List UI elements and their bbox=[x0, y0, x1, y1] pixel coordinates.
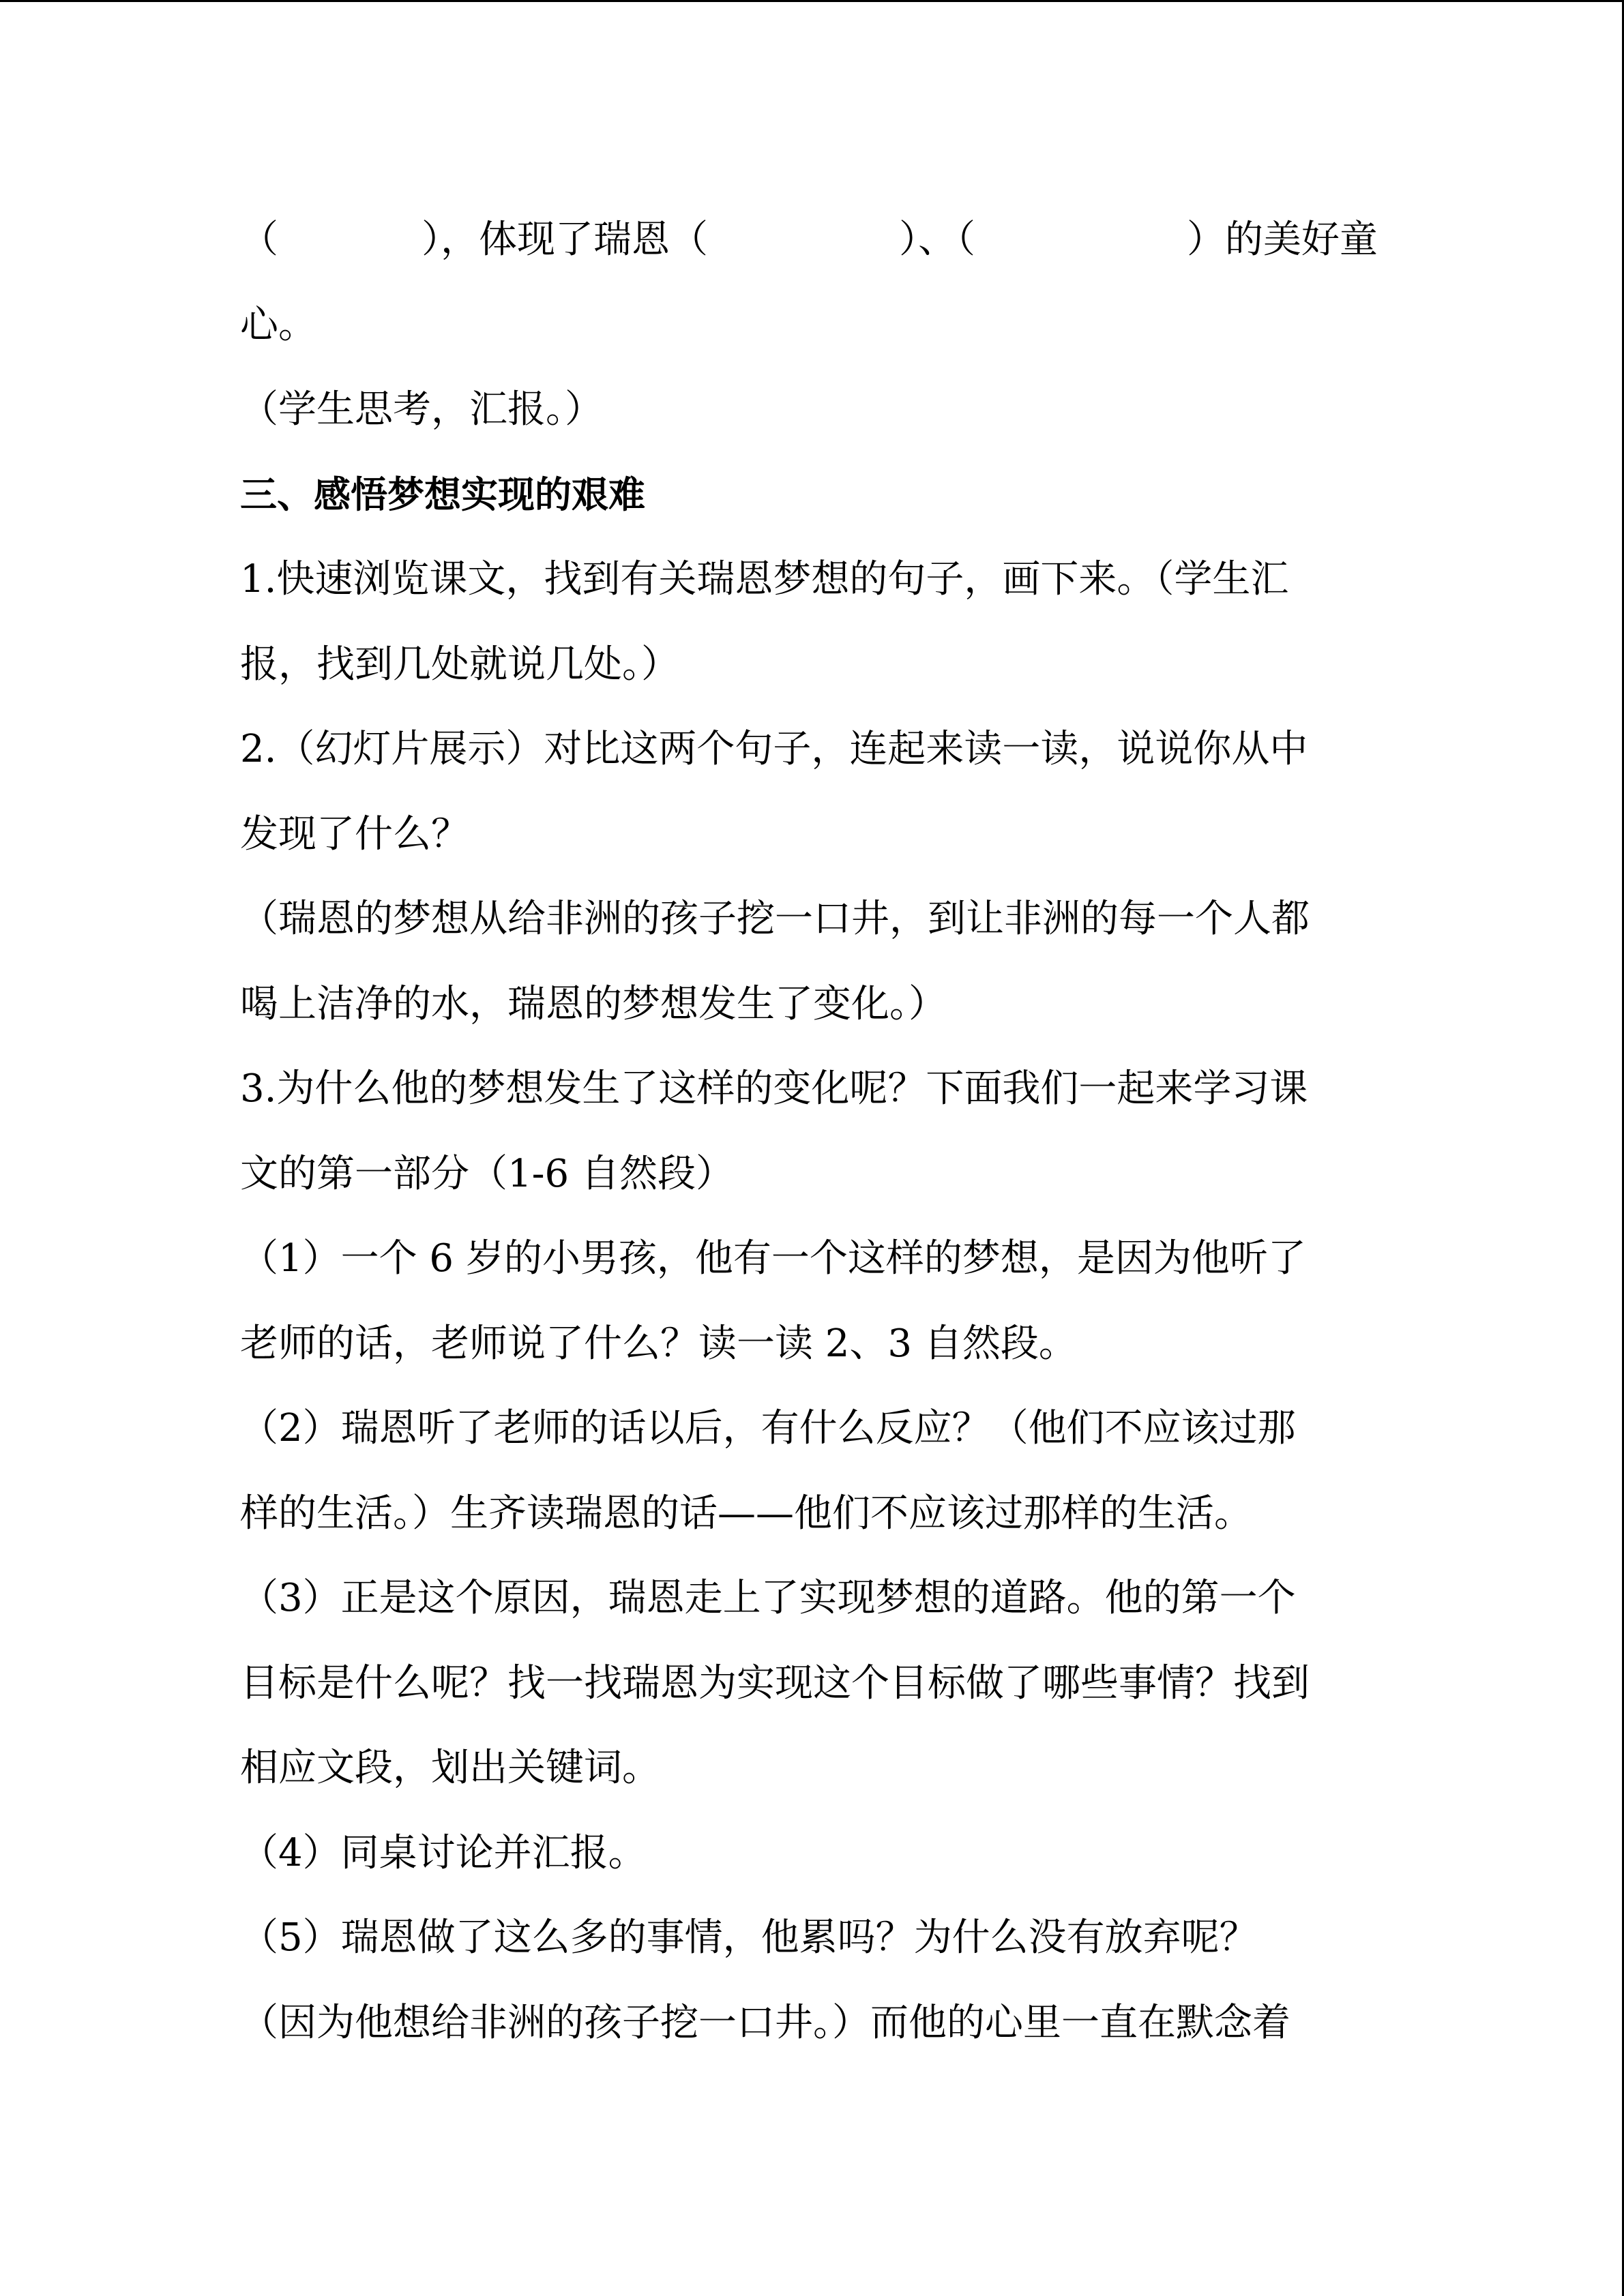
text-line: 文的第一部分（1-6 自然段） bbox=[240, 1151, 734, 1196]
text-line: （4）同桌讨论并汇报。 bbox=[240, 1830, 647, 1875]
text-line: （因为他想给非洲的孩子挖一口井。）而他的心里一直在默念着 bbox=[240, 2000, 1290, 2045]
text-line: 喝上洁净的水，瑞恩的梦想发生了变化。） bbox=[240, 981, 947, 1026]
text-line: （2）瑞恩听了老师的话以后，有什么反应？（他们不应该过那 bbox=[240, 1406, 1296, 1450]
text-fragment: ）、（ bbox=[899, 218, 975, 262]
text-line: 目标是什么呢？找一找瑞恩为实现这个目标做了哪些事情？找到 bbox=[240, 1660, 1310, 1705]
text-line: （1）一个 6 岁的小男孩，他有一个这样的梦想，是因为他听了 bbox=[240, 1236, 1306, 1281]
text-line: 心。 bbox=[240, 302, 316, 347]
text-fragment: ）的美好童 bbox=[1187, 218, 1378, 262]
text-fragment: ），体现了瑞恩（ bbox=[422, 218, 708, 262]
text-line: （3）正是这个原因，瑞恩走上了实现梦想的道路。他的第一个 bbox=[240, 1576, 1296, 1620]
text-line: （瑞恩的梦想从给非洲的孩子挖一口井，到让非洲的每一个人都 bbox=[240, 897, 1310, 941]
text-line: （5）瑞恩做了这么多的事情，他累吗？为什么没有放弃呢？ bbox=[240, 1915, 1258, 1960]
text-line: 发现了什么？ bbox=[240, 811, 469, 856]
text-line bbox=[240, 198, 1386, 283]
document-body bbox=[240, 198, 1386, 2066]
text-fragment: （ bbox=[240, 218, 278, 262]
text-line: 1.快速浏览课文，找到有关瑞恩梦想的句子，画下来。（学生汇 bbox=[240, 557, 1289, 601]
text-line: 报，找到几处就说几处。） bbox=[240, 642, 679, 687]
text-line: 3.为什么他的梦想发生了这样的变化呢？下面我们一起来学习课 bbox=[240, 1067, 1308, 1111]
text-line: 2.（幻灯片展示）对比这两个句子，连起来读一读，说说你从中 bbox=[240, 727, 1308, 771]
text-line: （学生思考，汇报。） bbox=[240, 387, 603, 432]
section-heading: 三、感悟梦想实现的艰难 bbox=[240, 473, 645, 516]
text-line: 相应文段，划出关键词。 bbox=[240, 1746, 660, 1790]
text-line: 老师的话，老师说了什么？读一读 2、3 自然段。 bbox=[240, 1321, 1077, 1366]
text-line: 样的生活。）生齐读瑞恩的话——他们不应该过那样的生活。 bbox=[240, 1491, 1252, 1536]
